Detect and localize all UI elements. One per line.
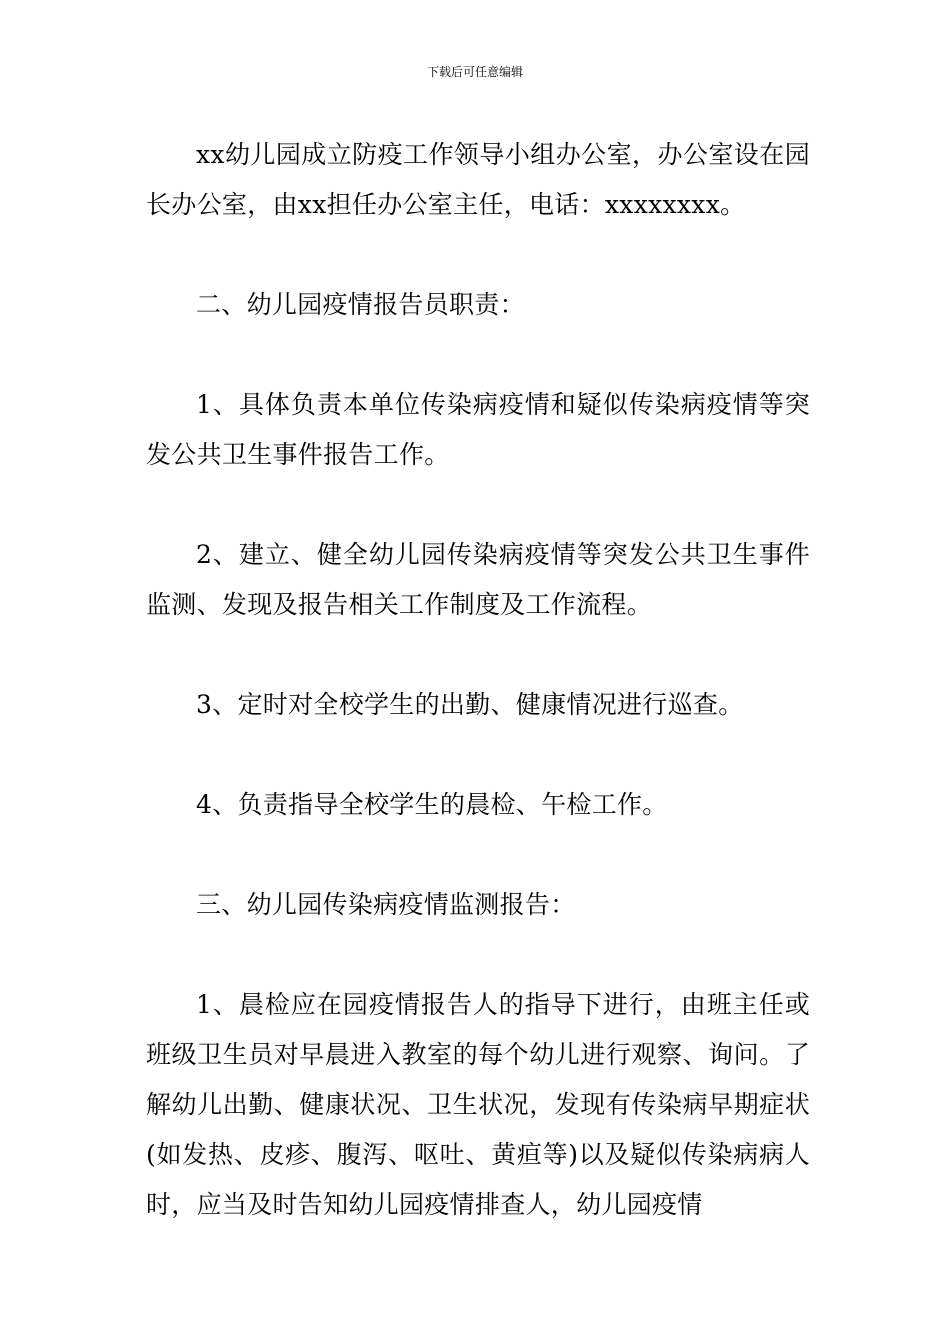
page-header: 下载后可任意编辑 xyxy=(426,65,523,79)
paragraph-monitoring-1: 1、晨检应在园疫情报告人的指导下进行，由班主任或班级卫生员对早晨进入教室的每个幼儿进行观察、询问。了解幼儿出勤、健康状况、卫生状况，发现有传染病早期症状(如发热、皮疹、腹泻、呕吐、黄疸等)以及疑似传染病病人时，应当及时告知幼儿园疫情排查人，幼儿园疫情 xyxy=(146,990,810,1219)
paragraph-duty-1: 1、具体负责本单位传染病疫情和疑似传染病疫情等突发公共卫生事件报告工作。 xyxy=(146,390,810,469)
paragraph-spacer xyxy=(146,230,810,280)
paragraph-duty-4: 4、负责指导全校学生的晨检、午检工作。 xyxy=(196,790,668,819)
paragraph-office: xx幼儿园成立防疫工作领导小组办公室，办公室设在园长办公室，由xx担任办公室主任，电话：xxxxxxxx。 xyxy=(146,140,810,219)
paragraph-spacer xyxy=(146,730,810,780)
paragraph-duty-2: 2、建立、健全幼儿园传染病疫情等突发公共卫生事件监测、发现及报告相关工作制度及工作流程。 xyxy=(146,540,810,619)
paragraph-spacer xyxy=(146,330,810,380)
paragraph-duty-3: 3、定时对全校学生的出勤、健康情况进行巡查。 xyxy=(196,690,744,719)
document-body xyxy=(146,130,810,1230)
paragraph-spacer xyxy=(146,630,810,680)
section-heading-3: 三、幼儿园传染病疫情监测报告： xyxy=(196,890,576,919)
paragraph-spacer xyxy=(146,930,810,980)
section-heading-2: 二、幼儿园疫情报告员职责： xyxy=(196,290,525,319)
paragraph-spacer xyxy=(146,830,810,880)
paragraph-spacer xyxy=(146,480,810,530)
